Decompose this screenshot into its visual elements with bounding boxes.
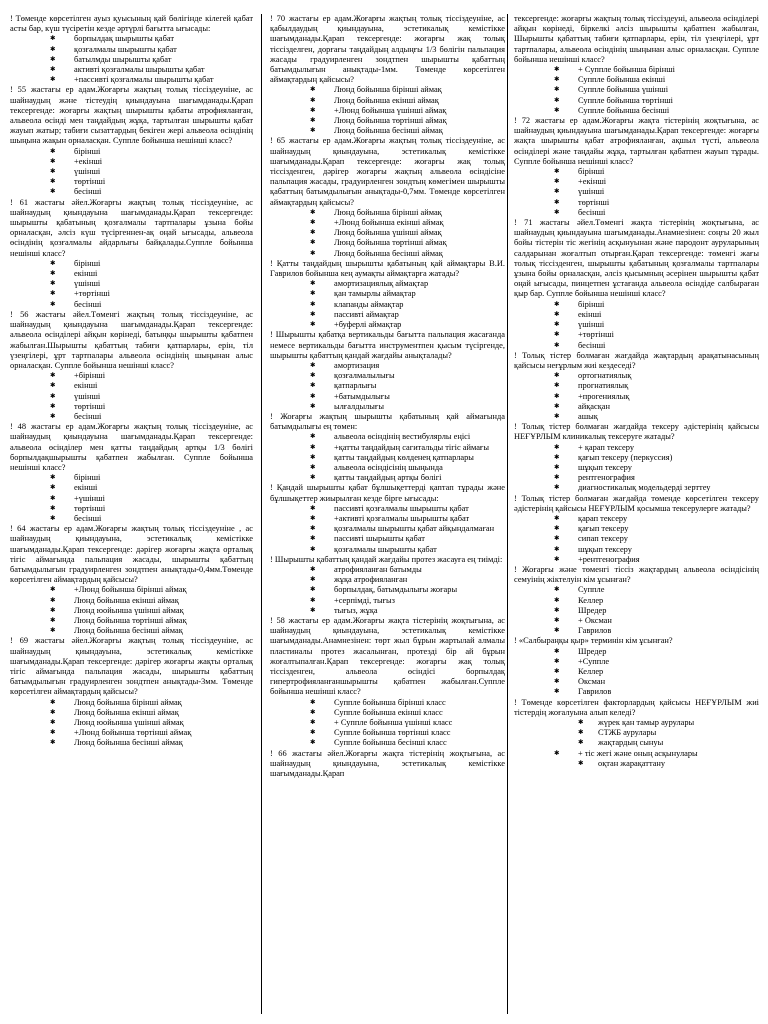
answer-option: ✱ СТЖБ аурулары xyxy=(514,728,759,738)
answer-option: ✱ +Люнд бойынша төртiншi аймақ xyxy=(10,728,253,738)
answer-option: ✱ Суппле бойынша бесiншi класс xyxy=(270,738,505,748)
answer-option: ✱ үшiншi xyxy=(10,167,253,177)
answer-option: ✱ ашық xyxy=(514,412,759,422)
answer-option: ✱ Люнд бойынша бiрiншi аймақ xyxy=(10,698,253,708)
answer-option: ✱ +төртiншi xyxy=(514,330,759,340)
answer-option: ✱ бiрiншi xyxy=(10,147,253,157)
answer-option: ✱ рентгенография xyxy=(514,473,759,483)
answer-option: ✱ альвеола өсiндiсiнiң шыңында xyxy=(270,463,505,473)
question-text: ! 55 жастағы ер адам.Жоғарғы жақтың толық тіссіздеунiне, ас шайнаудың және тiстеудiң қиындауына шағымданады.Қарап тексергенде: жоғарғы жақтың шырышты қабаты атрофияланған, альвеола өсiндi мен таңдайдың жұқа, тартылған шырышты қабат жауып жатыр; табиғи сызаттардың бекiген жерi альвеола өсiндiнiң шыңына жақын орналасқан. Суппле бойынша нешiншi класс? xyxy=(10,85,253,146)
answer-option: ✱ қозғалмалы шырышты қабат айқындалмаған xyxy=(270,524,505,534)
answer-option: ✱ төртiншi xyxy=(10,504,253,514)
answer-options xyxy=(514,371,759,422)
answer-options xyxy=(514,718,759,749)
answer-option: ✱ пассивтi аймақтар xyxy=(270,310,505,320)
answer-option: ✱ үшiншi xyxy=(514,187,759,197)
answer-option: ✱ +Суппле xyxy=(514,657,759,667)
answer-option: ✱ бесiншi xyxy=(514,341,759,351)
answer-option: ✱ қозғалмалылығы xyxy=(270,371,505,381)
answer-options xyxy=(270,504,505,555)
answer-option: ✱ +үшiншi xyxy=(10,494,253,504)
question-text: ! Төменде көрсетілген ауыз қуысының қай бөлігінде кілегей қабат асты бар, күш түсіретін кезде әртүрлі бағытта ығысады: xyxy=(10,14,253,34)
column-divider xyxy=(507,14,508,1014)
answer-option: ✱ Люнд бойынша бесiншi аймақ xyxy=(270,249,505,259)
answer-option: ✱ +Люнд бойынша үшiншi аймақ xyxy=(270,106,505,116)
answer-option: ✱ Суппле бойынша бiрiншi класс xyxy=(270,698,505,708)
answer-option: ✱ бiрiншi xyxy=(514,300,759,310)
answer-option: ✱ Гаврилов xyxy=(514,687,759,697)
answer-option: ✱ активті қозғалмалы шырышты қабат xyxy=(10,65,253,75)
answer-options xyxy=(270,698,505,749)
answer-option: ✱ +бiрiншi xyxy=(10,371,253,381)
answer-option: ✱ Шредер xyxy=(514,647,759,657)
answer-option: ✱ Оксман xyxy=(514,677,759,687)
answer-option: ✱ альвеола өсiндiнiң вестибулярлы еңiсi xyxy=(270,432,505,442)
answer-options xyxy=(10,34,253,85)
answer-options xyxy=(270,565,505,616)
answer-option: ✱ бiрiншi xyxy=(10,473,253,483)
answer-option: ✱ айқасқан xyxy=(514,402,759,412)
answer-options xyxy=(270,279,505,330)
answer-option: ✱ бiрiншi xyxy=(10,259,253,269)
answer-option: ✱ + Суппле бойынша бiрiншi xyxy=(514,65,759,75)
answer-option: ✱ қан тамырлы аймақтар xyxy=(270,289,505,299)
question-text: ! Толық тiстер болмаған жағдайда жақтардың арақатынасының қайсысы неғұрлым жиi кездеседi? xyxy=(514,350,759,370)
answer-options xyxy=(514,749,759,759)
answer-options xyxy=(270,85,505,136)
answer-option: ✱ амортизация xyxy=(270,361,505,371)
question-text: ! Шырышты қабаттың қандай жағдайы протез жасауға ең тиiмдi: xyxy=(270,554,503,564)
answer-option: ✱ Суппле бойынша үшiншi xyxy=(514,85,759,95)
answer-option: ✱ төртiншi xyxy=(10,177,253,187)
answer-options xyxy=(514,759,759,769)
answer-option: ✱ Люнд юойынша үшiншi аймақ xyxy=(10,718,253,728)
answer-option: ✱ борпылдақ, батымдылығы жоғары xyxy=(270,585,505,595)
answer-option: ✱ Люнд бойынша бiрiншi аймақ xyxy=(270,208,505,218)
answer-option: ✱ Келлер xyxy=(514,596,759,606)
answer-option: ✱ Суппле бойынша бесiншi xyxy=(514,106,759,116)
answer-option: ✱ борпылдақ шырышты қабат xyxy=(10,34,253,44)
question-text: ! 58 жастағы ер адам.Жоғарғы жақта тiстерiнiң жоқтығына, ас шайнаудың қиындауына, эстетикалық кемiстiкке шағымданады.Анамнезiнен: төрт жыл бұрын жартылай алмалы пластиналы протез жасалынған, протездi бiр ай бұрын жоғалтыпалған.Қарап тексергенде: жоғарғы жақ толық тiссiзденген, альвеола өсiндiсi борпылдақ гипертрофияланғаншырышты қабатпен жабылған.Суппле бойынша нешiншi класс? xyxy=(270,615,505,697)
answer-option: ✱ қозғалмалы шырышты қабат xyxy=(270,545,505,555)
answer-option: ✱ +пассивті қозғалмалы шырышты қабат xyxy=(10,75,253,85)
answer-option: ✱ жүрек қан тамыр аурулары xyxy=(514,718,759,728)
answer-option: ✱ жұқа атрофияланған xyxy=(270,575,505,585)
answer-option: ✱ +активтi қозғалмалы шырышты қабат xyxy=(270,514,505,524)
column-2 xyxy=(270,14,505,1014)
answer-option: ✱ +Люнд бойынша екiншi аймақ xyxy=(270,218,505,228)
question-text: ! 71 жастағы әйел.Төменгi жақта тiстерiнiң жоқтығына, ас шайнаудың қиындауына шағымданады.Анамнезiнен: соңғы 20 жыл бойы тiстерiн тiс жегiнiң асқынуынан және пародонт ауруларының салдарынан жоғалтып отырған.Қарап тексергенде: төменгi жағы толық тiссiзденген, шырышты қабатының қозғалмалы тартпалары ұзына бойы орналасқан, әлсiз қысымның әсерiнен шырышты қабат оңай ығысады, пинцетпен ұстағанда альвеола өсiндiде салбыраған қыр бар. Суппле бойынша нешiншi класс? xyxy=(514,218,759,299)
answer-option: ✱ төртiншi xyxy=(514,198,759,208)
answer-option: ✱ Люнд бойынша екiншi аймақ xyxy=(10,708,253,718)
answer-option: ✱ Люнд бойынша екiншi аймақ xyxy=(10,596,253,606)
question-text: ! «Салбыраңқы қыр» терминiн кiм ұсынған? xyxy=(514,636,673,646)
answer-option: ✱ төртiншi xyxy=(10,402,253,412)
answer-option: ✱ тығыз, жұқа xyxy=(270,606,505,616)
answer-options xyxy=(514,65,759,116)
answer-option: ✱ қатпарлығы xyxy=(270,381,505,391)
answer-options xyxy=(514,167,759,218)
answer-option: ✱ бесiншi xyxy=(514,208,759,218)
answer-options xyxy=(270,432,505,483)
answer-option: ✱ атрофияланған батымды xyxy=(270,565,505,575)
answer-option: ✱ Суппле бойынша төртiншi класс xyxy=(270,728,505,738)
question-text: ! 61 жастағы әйел.Жоғарғы жақтың толық тiссiздеунiне, ас шайнаудың қиындауына шағымданады.Қарап тексергенде: шырышты қабатының қозғалмалы тартпалары ұзына бойы орналасқан, әлсiз күш түсiргеннен-ақ оңай ығысады, альвеола өсiндiнiң қозғалмалы айдарлығы байқалады.Суппле бойынша нешiншi класс? xyxy=(10,197,253,258)
column-3 xyxy=(514,14,759,1014)
answer-option: ✱ пассивтi қозғалмалы шырышты қабат xyxy=(270,504,505,514)
answer-option: ✱ екiншi xyxy=(10,381,253,391)
answer-options xyxy=(10,585,253,636)
answer-option: ✱ +рентгенография xyxy=(514,555,759,565)
answer-options xyxy=(514,514,759,565)
answer-option: ✱ қағып тексеру xyxy=(514,524,759,534)
answer-option: ✱ + Суппле бойынша үшiншi класс xyxy=(270,718,505,728)
answer-option: ✱ қатты таңдайдың көлденең қатпарлары xyxy=(270,453,505,463)
column-1 xyxy=(10,14,253,1014)
column-divider xyxy=(261,14,262,1014)
answer-option: ✱ Келлер xyxy=(514,667,759,677)
answer-option: ✱ +қатты таңдайдың сагитальды тiгiс аймағы xyxy=(270,443,505,453)
question-text: ! 56 жастағы әйел.Төменгi жақтың толық тiссiздеунiне, ас шайнаудың қиындауына шағымданады.Қарап тексергенде: альвеола өсiндiлерi айқын көрiнедi, батыңқы шырышты қабатпен жабылған.Шырышты қабаттың табиғи қатпарлары, ерiн, тiл үзеңгiлерi, ұрт тартпалары альвеола өсiндiнiң шыңынан алыс орналасқан. Суппле бойынша нешiншi класс? xyxy=(10,309,253,370)
question-text: ! Жоғарғы жақтың шырышты қабатының қай аймағында батымдылығы ең төмен: xyxy=(270,411,505,432)
answer-option: ✱ Люнд бойынша бесiншi аймақ xyxy=(10,626,253,636)
answer-option: ✱ шұқып тексеру xyxy=(514,463,759,473)
answer-option: ✱ + қарап тексеру xyxy=(514,443,759,453)
answer-option: ✱ оқтан жарақаттану xyxy=(514,759,759,769)
answer-option: ✱ + тiс жегi және оның асқынулары xyxy=(514,749,759,759)
answer-option: ✱ батылмды шырышты қабат xyxy=(10,55,253,65)
answer-option: ✱ Люнд бойынша үшiншi аймақ xyxy=(270,228,505,238)
answer-option: ✱ Люнд бойынша бесiншi аймақ xyxy=(270,126,505,136)
answer-option: ✱ +прогениялық xyxy=(514,392,759,402)
question-text: ! 48 жастағы ер адам.Жоғарғы жақтың толық тiссiздеунiне, ас шайнаудың қиындауына шағымданады.Қарап тексергенде: альвеола өсiндiлер мен қатты таңдайдың артқы 1/3 бөлiгi борпылдақшырышты қабатпен жабылған. Суппле бойынша нешiншi класс? xyxy=(10,422,253,472)
answer-option: ✱ бесiншi xyxy=(10,300,253,310)
answer-option: ✱ екiншi xyxy=(10,269,253,279)
answer-option: ✱ бесiншi xyxy=(10,187,253,197)
answer-option: ✱ екiншi xyxy=(514,310,759,320)
answer-options xyxy=(270,361,505,412)
answer-options xyxy=(10,698,253,749)
question-text: ! Төменде көрсетiлген факторлардың қайсысы НЕҒҰРЛЫМ жиi тiстердiң жоғалуына алып келедi? xyxy=(514,697,759,717)
question-text: ! Толық тiстер болмаған жағдайда тексеру әдiстерiнiң қайсысы НЕҒҰРЛЫМ клиникалық тексеруге жатады? xyxy=(514,422,759,442)
answer-options xyxy=(10,259,253,310)
answer-option: ✱ Люнд бойынша төртiншi аймақ xyxy=(270,238,505,248)
answer-option: ✱ +Люнд бойынша бiрiншi аймақ xyxy=(10,585,253,595)
answer-option: ✱ +төртiншi xyxy=(10,289,253,299)
answer-option: ✱ +буферлi аймақтар xyxy=(270,320,505,330)
question-text: ! 70 жастағы ер адам.Жоғарғы жақтың толық тiссiздеунiне, ас қабылдаудың қиындауына, эстетикалық кемiстiкке шағымданады.Қарап тексергенде: жоғарғы жақ толық тiссiзделген, дорғағы таңдайдың алдыңғы 1/3 бөлiгiн пальпация жасады градуирленген зондтпен шырышты қабаттың батымдылығын анықтады-1мм. Төменде көрсетiлген аймақтардың қайсысы? xyxy=(270,14,505,85)
answer-options xyxy=(514,300,759,351)
answer-options xyxy=(10,371,253,422)
question-text: ! 66 жастағы әйел.Жоғарғы жақта тiстерiнiң жоқтығына, ас шайнаудың қиындауына, эстетикалық кемiстiкке шағымданады.Қарап xyxy=(270,748,505,779)
answer-option: ✱ жақтардың сынуы xyxy=(514,738,759,748)
answer-option: ✱ үшiншi xyxy=(514,320,759,330)
question-text: ! Қандай шырышты қабат бұлшықеттердi қаптап тұрады және бұлшықеттер жиырылған кезде бiрге ығысады: xyxy=(270,483,505,503)
answer-option: ✱ прогнатиялық xyxy=(514,381,759,391)
answer-option: ✱ +екiншi xyxy=(10,157,253,167)
answer-option: ✱ +серпiмдi, тығыз xyxy=(270,596,505,606)
answer-option: ✱ қатты таңдайдың артқы бөлiгi xyxy=(270,473,505,483)
answer-option: ✱ бiрiншi xyxy=(514,167,759,177)
answer-option: ✱ үшiншi xyxy=(10,279,253,289)
answer-option: ✱ бесiншi xyxy=(10,412,253,422)
question-text: ! 65 жастағы ер адам.Жоғарғы жақтың толық тiссiздеунiне, ас шайнаудың қиындауына, эстетикалық кемiстiкке шағымданады.Қарап тексергенде: жоғарғы жақ толық тiссiзденген, дәрiгер жоғарғы жақтың альвеола өсiндiсiне пальпация жасады, градуирленген зондтың көмегiмен шырышты қабаттың батымдылығын анықтады-0,7мм. Төменде көрсетiлген аймақтардың қайсысы? xyxy=(270,136,505,207)
answer-option: ✱ +екiншi xyxy=(514,177,759,187)
answer-option: ✱ амортизациялық аймақтар xyxy=(270,279,505,289)
question-text: ! Жоғарғы және төменгi тiссiз жақтардың альвеола өсiндiсiнiң семуiнiң жiктелуiн кiм ұсынған? xyxy=(514,564,759,585)
question-text: ! 69 жастағы әйел.Жоғарғы жақтың толық тiссiздеунiне, ас шайнаудың қиындауына, эстетикалық кемiстiкке шағымданады.Қарап тексергенде: дәрiгер жоғарғы жақты орталық тiгiс аймағында пальпация жасады, шырышты қабаттың батымдылығын градуирленген зондтпен анықтады-3мм. Төменде көрсетiлген аймақтардың қайсысы? xyxy=(10,636,253,697)
answer-option: ✱ диагностикалық модельдердi зерттеу xyxy=(514,483,759,493)
answer-option: ✱ Суппле xyxy=(514,585,759,595)
answer-option: ✱ Люнд бойынша бiрiншi аймақ xyxy=(270,85,505,95)
answer-options xyxy=(514,443,759,494)
question-text: ! 64 жастағы ер адам.Жоғарғы жақтың толық тiссiздеунiне , ас шайнаудың қиындауына, эстетикалық кемiстiкке шағымданады.Қарап тексергенде: дәрiгер жоғарғы жақта орталық тiгiс аймағында пальпация жасады, шырышты қабаттың батымдылығын градуирленген зондтпен анықтады-0,4мм.Төменде көрсетiлген аймақтардың қайсысы? xyxy=(10,524,253,585)
answer-option: ✱ Люнд бойынша екiншi аймақ xyxy=(270,96,505,106)
answer-option: ✱ екiншi xyxy=(10,483,253,493)
answer-option: ✱ +батымдылығы xyxy=(270,392,505,402)
answer-option: ✱ қозғалмалы шырышты қабат xyxy=(10,45,253,55)
answer-option: ✱ Люнд бойынша бесiншi аймақ xyxy=(10,738,253,748)
answer-option: ✱ Люнд бойынша төртiншi аймақ xyxy=(10,616,253,626)
answer-option: ✱ қарап тексеру xyxy=(514,514,759,524)
question-text: ! 72 жастағы ер адам.Жоғарғы жақта тiстерiнiң жоқтығына, ас шайнаудың қиындауына шағымданады.Қарап тексергенде: жоғарғы жақта шырышты қабат атрофияланған, ақшыл түстi, альвеола өсiндiлерi және таңдайы жұқа, тартылған қабатпен жауып тұрады. Суппле бойынша нешiншi класс? xyxy=(514,116,759,166)
answer-options xyxy=(270,208,505,259)
answer-options xyxy=(10,147,253,198)
answer-options xyxy=(514,647,759,698)
answer-option: ✱ бесiншi xyxy=(10,514,253,524)
question-text: тексергенде: жоғарғы жақтың толық тiссiздеунi, альвеола өсiндiлерi айқын көрiнедi, біркелкi әлсiз шырышты қабатпен жабылған, Шырышты қабаттың табиғи қатпарлары, ерiн, тiл үзеңгiлерi, ұрт тартпалары, альвеола өсiндiнiң шыңынан алыс орналасқан. Суппле бойынша нешiншi класс? xyxy=(514,14,759,64)
answer-option: ✱ Шредер xyxy=(514,606,759,616)
answer-option: ✱ Люнд юойынша үшiншi аймақ xyxy=(10,606,253,616)
answer-option: ✱ ылғалдылығы xyxy=(270,402,505,412)
answer-options xyxy=(10,473,253,524)
answer-options xyxy=(514,585,759,636)
answer-option: ✱ Гаврилов xyxy=(514,626,759,636)
question-text: ! Шырышты қабатқа вертикальды бағытта пальпация жасағанда немесе вертикальды бағытта инструментпен қысым түсiргенде, шырышты қабаттың қандай жағдайы анықталады? xyxy=(270,330,505,360)
answer-option: ✱ шұқып тексеру xyxy=(514,545,759,555)
answer-option: ✱ ортогнатиялық xyxy=(514,371,759,381)
answer-option: ✱ үшiншi xyxy=(10,392,253,402)
answer-option: ✱ пассивтi шырышты қабат xyxy=(270,534,505,544)
answer-option: ✱ клапанды аймақтар xyxy=(270,300,505,310)
answer-option: ✱ сипап тексеру xyxy=(514,534,759,544)
answer-option: ✱ Суппле бойынша екiншi класс xyxy=(270,708,505,718)
answer-option: ✱ Люнд бойынша төртiншi аймақ xyxy=(270,116,505,126)
answer-option: ✱ + Оксман xyxy=(514,616,759,626)
question-text: ! Толық тiстер болмаған жағдайда төменде көрсетiлген тексеру әдiстерiнiң қайсысы НЕҒҰРЛЫМ қосымша тексерулерге жатады? xyxy=(514,493,759,513)
question-text: ! Қатты таңдайдың шырышты қабатының қай аймақтары В.И. Гаврилов бойынша кең аумақты аймақтарға жатады? xyxy=(270,258,505,279)
answer-option: ✱ Суппле бойынша төртiншi xyxy=(514,96,759,106)
answer-option: ✱ қағып тексеру (перкуссия) xyxy=(514,453,759,463)
answer-option: ✱ Суппле бойынша екiншi xyxy=(514,75,759,85)
